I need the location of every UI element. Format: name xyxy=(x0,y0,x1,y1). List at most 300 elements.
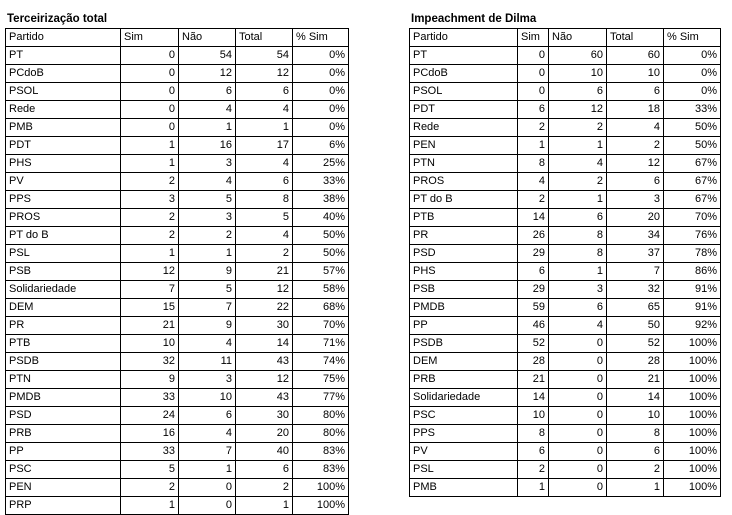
party-cell: PSDB xyxy=(410,335,518,353)
value-cell: 0% xyxy=(664,83,721,101)
column-header: % Sim xyxy=(664,29,721,47)
party-cell: DEM xyxy=(6,299,121,317)
value-cell: 0 xyxy=(549,407,607,425)
party-cell: PR xyxy=(6,317,121,335)
value-cell: 2 xyxy=(607,137,664,155)
value-cell: 4 xyxy=(179,425,236,443)
value-cell: 6 xyxy=(549,299,607,317)
value-cell: 0 xyxy=(121,83,179,101)
value-cell: 4 xyxy=(236,155,293,173)
table-block-impeachment xyxy=(409,10,721,497)
table-row xyxy=(6,119,349,137)
value-cell: 21 xyxy=(607,371,664,389)
value-cell: 21 xyxy=(236,263,293,281)
party-cell: PSOL xyxy=(410,83,518,101)
table-row xyxy=(410,263,721,281)
value-cell: 100% xyxy=(293,479,349,497)
value-cell: 0% xyxy=(293,101,349,119)
value-cell: 2 xyxy=(236,245,293,263)
value-cell: 30 xyxy=(236,317,293,335)
value-cell: 67% xyxy=(664,191,721,209)
value-cell: 50% xyxy=(293,245,349,263)
party-cell: PSC xyxy=(410,407,518,425)
value-cell: 10 xyxy=(121,335,179,353)
value-cell: 14 xyxy=(236,335,293,353)
value-cell: 74% xyxy=(293,353,349,371)
value-cell: 2 xyxy=(121,479,179,497)
value-cell: 54 xyxy=(236,47,293,65)
table-row xyxy=(410,317,721,335)
table-row xyxy=(6,227,349,245)
table-row xyxy=(410,371,721,389)
value-cell: 54 xyxy=(179,47,236,65)
value-cell: 10 xyxy=(607,65,664,83)
value-cell: 14 xyxy=(518,209,549,227)
table-row xyxy=(410,245,721,263)
table-row xyxy=(410,119,721,137)
value-cell: 2 xyxy=(121,209,179,227)
party-cell: PT xyxy=(410,47,518,65)
value-cell: 40% xyxy=(293,209,349,227)
value-cell: 2 xyxy=(549,119,607,137)
party-cell: PCdoB xyxy=(6,65,121,83)
table-row xyxy=(410,209,721,227)
value-cell: 1 xyxy=(121,155,179,173)
value-cell: 0% xyxy=(664,47,721,65)
table-row xyxy=(410,173,721,191)
value-cell: 100% xyxy=(664,479,721,497)
value-cell: 12 xyxy=(236,65,293,83)
value-cell: 6 xyxy=(236,461,293,479)
value-cell: 21 xyxy=(518,371,549,389)
party-cell: PCdoB xyxy=(410,65,518,83)
party-cell: PEN xyxy=(410,137,518,155)
value-cell: 4 xyxy=(549,155,607,173)
value-cell: 0 xyxy=(121,65,179,83)
value-cell: 8 xyxy=(549,227,607,245)
party-cell: PMDB xyxy=(410,299,518,317)
value-cell: 6 xyxy=(236,173,293,191)
table-row xyxy=(6,371,349,389)
value-cell: 14 xyxy=(518,389,549,407)
table-row xyxy=(410,425,721,443)
party-cell: PP xyxy=(410,317,518,335)
value-cell: 8 xyxy=(236,191,293,209)
table-row xyxy=(410,191,721,209)
value-cell: 100% xyxy=(664,425,721,443)
table-row xyxy=(410,353,721,371)
value-cell: 6% xyxy=(293,137,349,155)
value-cell: 77% xyxy=(293,389,349,407)
value-cell: 10 xyxy=(179,389,236,407)
value-cell: 1 xyxy=(236,497,293,515)
value-cell: 78% xyxy=(664,245,721,263)
value-cell: 5 xyxy=(236,209,293,227)
value-cell: 2 xyxy=(121,173,179,191)
value-cell: 0 xyxy=(549,425,607,443)
value-cell: 3 xyxy=(121,191,179,209)
header-row xyxy=(6,29,349,47)
value-cell: 12 xyxy=(236,371,293,389)
table-row xyxy=(6,443,349,461)
table-title: Terceirização total xyxy=(7,13,108,25)
party-cell: PSL xyxy=(6,245,121,263)
table-row xyxy=(6,299,349,317)
value-cell: 30 xyxy=(236,407,293,425)
value-cell: 0 xyxy=(549,335,607,353)
value-cell: 8 xyxy=(549,245,607,263)
value-cell: 83% xyxy=(293,461,349,479)
value-cell: 20 xyxy=(607,209,664,227)
value-cell: 100% xyxy=(664,407,721,425)
value-cell: 6 xyxy=(607,443,664,461)
value-cell: 0 xyxy=(549,389,607,407)
party-cell: PMDB xyxy=(6,389,121,407)
value-cell: 15 xyxy=(121,299,179,317)
value-cell: 22 xyxy=(236,299,293,317)
value-cell: 32 xyxy=(607,281,664,299)
value-cell: 28 xyxy=(607,353,664,371)
value-cell: 1 xyxy=(549,137,607,155)
party-cell: PDT xyxy=(6,137,121,155)
value-cell: 3 xyxy=(607,191,664,209)
value-cell: 100% xyxy=(664,335,721,353)
value-cell: 0 xyxy=(549,371,607,389)
value-cell: 67% xyxy=(664,173,721,191)
value-cell: 14 xyxy=(607,389,664,407)
value-cell: 17 xyxy=(236,137,293,155)
party-cell: PDT xyxy=(410,101,518,119)
value-cell: 4 xyxy=(549,317,607,335)
value-cell: 1 xyxy=(518,479,549,497)
value-cell: 29 xyxy=(518,281,549,299)
party-cell: Solidariedade xyxy=(6,281,121,299)
value-cell: 9 xyxy=(121,371,179,389)
value-cell: 40 xyxy=(236,443,293,461)
value-cell: 6 xyxy=(607,173,664,191)
value-cell: 8 xyxy=(607,425,664,443)
party-cell: PSL xyxy=(410,461,518,479)
value-cell: 10 xyxy=(518,407,549,425)
value-cell: 33% xyxy=(293,173,349,191)
value-cell: 0 xyxy=(121,119,179,137)
value-cell: 46 xyxy=(518,317,549,335)
value-cell: 10 xyxy=(607,407,664,425)
table-row xyxy=(410,47,721,65)
value-cell: 80% xyxy=(293,425,349,443)
value-cell: 0 xyxy=(549,479,607,497)
value-cell: 1 xyxy=(518,137,549,155)
data-table xyxy=(409,28,721,497)
party-cell: Rede xyxy=(410,119,518,137)
value-cell: 2 xyxy=(179,227,236,245)
value-cell: 50% xyxy=(664,137,721,155)
value-cell: 0 xyxy=(549,353,607,371)
party-cell: PMB xyxy=(6,119,121,137)
value-cell: 6 xyxy=(518,263,549,281)
table-row xyxy=(6,425,349,443)
value-cell: 7 xyxy=(179,443,236,461)
value-cell: 26 xyxy=(518,227,549,245)
value-cell: 1 xyxy=(121,497,179,515)
value-cell: 50% xyxy=(293,227,349,245)
value-cell: 2 xyxy=(121,227,179,245)
value-cell: 68% xyxy=(293,299,349,317)
value-cell: 4 xyxy=(607,119,664,137)
value-cell: 12 xyxy=(179,65,236,83)
value-cell: 4 xyxy=(236,227,293,245)
party-cell: PV xyxy=(410,443,518,461)
table-row xyxy=(410,443,721,461)
value-cell: 6 xyxy=(236,83,293,101)
value-cell: 0% xyxy=(293,83,349,101)
value-cell: 0 xyxy=(518,65,549,83)
value-cell: 11 xyxy=(179,353,236,371)
party-cell: PTB xyxy=(410,209,518,227)
party-cell: PTB xyxy=(6,335,121,353)
data-table xyxy=(5,28,349,515)
party-cell: PSB xyxy=(410,281,518,299)
value-cell: 1 xyxy=(179,119,236,137)
value-cell: 33% xyxy=(664,101,721,119)
table-row xyxy=(410,461,721,479)
party-cell: PTN xyxy=(6,371,121,389)
value-cell: 21 xyxy=(121,317,179,335)
table-row xyxy=(6,245,349,263)
value-cell: 100% xyxy=(664,371,721,389)
value-cell: 100% xyxy=(664,353,721,371)
value-cell: 43 xyxy=(236,353,293,371)
header-row xyxy=(410,29,721,47)
value-cell: 7 xyxy=(179,299,236,317)
table-row xyxy=(6,65,349,83)
value-cell: 1 xyxy=(607,479,664,497)
value-cell: 6 xyxy=(179,407,236,425)
value-cell: 80% xyxy=(293,407,349,425)
party-cell: PP xyxy=(6,443,121,461)
party-cell: PSOL xyxy=(6,83,121,101)
table-block-terceirizacao xyxy=(5,10,349,515)
value-cell: 57% xyxy=(293,263,349,281)
value-cell: 100% xyxy=(664,389,721,407)
value-cell: 0 xyxy=(121,47,179,65)
value-cell: 2 xyxy=(518,119,549,137)
value-cell: 4 xyxy=(179,335,236,353)
table-row xyxy=(410,227,721,245)
party-cell: PR xyxy=(410,227,518,245)
value-cell: 91% xyxy=(664,281,721,299)
party-cell: PHS xyxy=(410,263,518,281)
value-cell: 70% xyxy=(664,209,721,227)
value-cell: 75% xyxy=(293,371,349,389)
party-cell: PT xyxy=(6,47,121,65)
value-cell: 1 xyxy=(121,137,179,155)
value-cell: 71% xyxy=(293,335,349,353)
value-cell: 16 xyxy=(121,425,179,443)
value-cell: 0 xyxy=(549,461,607,479)
table-row xyxy=(6,335,349,353)
value-cell: 100% xyxy=(664,461,721,479)
value-cell: 50% xyxy=(664,119,721,137)
party-cell: Rede xyxy=(6,101,121,119)
value-cell: 24 xyxy=(121,407,179,425)
value-cell: 5 xyxy=(121,461,179,479)
value-cell: 3 xyxy=(179,209,236,227)
value-cell: 0% xyxy=(293,65,349,83)
table-row xyxy=(6,461,349,479)
value-cell: 6 xyxy=(518,443,549,461)
value-cell: 86% xyxy=(664,263,721,281)
column-header: Não xyxy=(179,29,236,47)
value-cell: 33 xyxy=(121,389,179,407)
value-cell: 29 xyxy=(518,245,549,263)
party-cell: PSDB xyxy=(6,353,121,371)
table-row xyxy=(410,137,721,155)
table-row xyxy=(6,281,349,299)
value-cell: 91% xyxy=(664,299,721,317)
value-cell: 3 xyxy=(179,155,236,173)
value-cell: 8 xyxy=(518,425,549,443)
value-cell: 1 xyxy=(179,461,236,479)
party-cell: PMB xyxy=(410,479,518,497)
table-row xyxy=(6,155,349,173)
table-row xyxy=(6,353,349,371)
table-row xyxy=(410,83,721,101)
value-cell: 16 xyxy=(179,137,236,155)
party-cell: PTN xyxy=(410,155,518,173)
column-header: Total xyxy=(607,29,664,47)
value-cell: 10 xyxy=(549,65,607,83)
value-cell: 9 xyxy=(179,263,236,281)
table-row xyxy=(6,209,349,227)
value-cell: 18 xyxy=(607,101,664,119)
column-header: Partido xyxy=(6,29,121,47)
value-cell: 6 xyxy=(518,101,549,119)
value-cell: 59 xyxy=(518,299,549,317)
value-cell: 0 xyxy=(518,83,549,101)
value-cell: 83% xyxy=(293,443,349,461)
value-cell: 60 xyxy=(549,47,607,65)
value-cell: 0 xyxy=(518,47,549,65)
value-cell: 2 xyxy=(549,173,607,191)
value-cell: 92% xyxy=(664,317,721,335)
value-cell: 2 xyxy=(518,461,549,479)
value-cell: 5 xyxy=(179,191,236,209)
value-cell: 38% xyxy=(293,191,349,209)
value-cell: 0 xyxy=(179,479,236,497)
value-cell: 58% xyxy=(293,281,349,299)
value-cell: 6 xyxy=(549,83,607,101)
value-cell: 4 xyxy=(518,173,549,191)
column-header: Não xyxy=(549,29,607,47)
table-row xyxy=(6,137,349,155)
value-cell: 12 xyxy=(549,101,607,119)
value-cell: 6 xyxy=(179,83,236,101)
value-cell: 9 xyxy=(179,317,236,335)
value-cell: 43 xyxy=(236,389,293,407)
value-cell: 3 xyxy=(549,281,607,299)
value-cell: 1 xyxy=(549,191,607,209)
column-header: Partido xyxy=(410,29,518,47)
value-cell: 2 xyxy=(518,191,549,209)
value-cell: 60 xyxy=(607,47,664,65)
table-row xyxy=(410,335,721,353)
value-cell: 65 xyxy=(607,299,664,317)
value-cell: 52 xyxy=(518,335,549,353)
table-row xyxy=(6,407,349,425)
value-cell: 4 xyxy=(179,101,236,119)
party-cell: Solidariedade xyxy=(410,389,518,407)
column-header: Sim xyxy=(121,29,179,47)
column-header: % Sim xyxy=(293,29,349,47)
value-cell: 0 xyxy=(121,101,179,119)
party-cell: PT do B xyxy=(6,227,121,245)
value-cell: 7 xyxy=(121,281,179,299)
value-cell: 1 xyxy=(121,245,179,263)
column-header: Sim xyxy=(518,29,549,47)
party-cell: PRP xyxy=(6,497,121,515)
party-cell: PSC xyxy=(6,461,121,479)
value-cell: 1 xyxy=(236,119,293,137)
table-row xyxy=(410,281,721,299)
party-cell: DEM xyxy=(410,353,518,371)
value-cell: 7 xyxy=(607,263,664,281)
party-cell: PV xyxy=(6,173,121,191)
value-cell: 0% xyxy=(664,65,721,83)
value-cell: 1 xyxy=(179,245,236,263)
value-cell: 6 xyxy=(549,209,607,227)
table-row xyxy=(410,407,721,425)
party-cell: PROS xyxy=(6,209,121,227)
value-cell: 67% xyxy=(664,155,721,173)
party-cell: PEN xyxy=(6,479,121,497)
party-cell: PROS xyxy=(410,173,518,191)
value-cell: 33 xyxy=(121,443,179,461)
party-cell: PHS xyxy=(6,155,121,173)
party-cell: PRB xyxy=(410,371,518,389)
value-cell: 32 xyxy=(121,353,179,371)
value-cell: 12 xyxy=(607,155,664,173)
value-cell: 52 xyxy=(607,335,664,353)
party-cell: PSD xyxy=(6,407,121,425)
table-title: Impeachment de Dilma xyxy=(411,13,537,25)
column-header: Total xyxy=(236,29,293,47)
value-cell: 12 xyxy=(121,263,179,281)
value-cell: 37 xyxy=(607,245,664,263)
table-row xyxy=(6,47,349,65)
table-row xyxy=(410,155,721,173)
value-cell: 12 xyxy=(236,281,293,299)
party-cell: PT do B xyxy=(410,191,518,209)
table-row xyxy=(6,389,349,407)
value-cell: 5 xyxy=(179,281,236,299)
value-cell: 2 xyxy=(236,479,293,497)
value-cell: 28 xyxy=(518,353,549,371)
table-row xyxy=(410,299,721,317)
value-cell: 20 xyxy=(236,425,293,443)
party-cell: PSB xyxy=(6,263,121,281)
value-cell: 1 xyxy=(549,263,607,281)
table-row xyxy=(6,101,349,119)
value-cell: 0 xyxy=(549,443,607,461)
value-cell: 4 xyxy=(236,101,293,119)
value-cell: 50 xyxy=(607,317,664,335)
value-cell: 100% xyxy=(293,497,349,515)
party-cell: PRB xyxy=(6,425,121,443)
table-row xyxy=(6,83,349,101)
table-row xyxy=(410,389,721,407)
value-cell: 8 xyxy=(518,155,549,173)
